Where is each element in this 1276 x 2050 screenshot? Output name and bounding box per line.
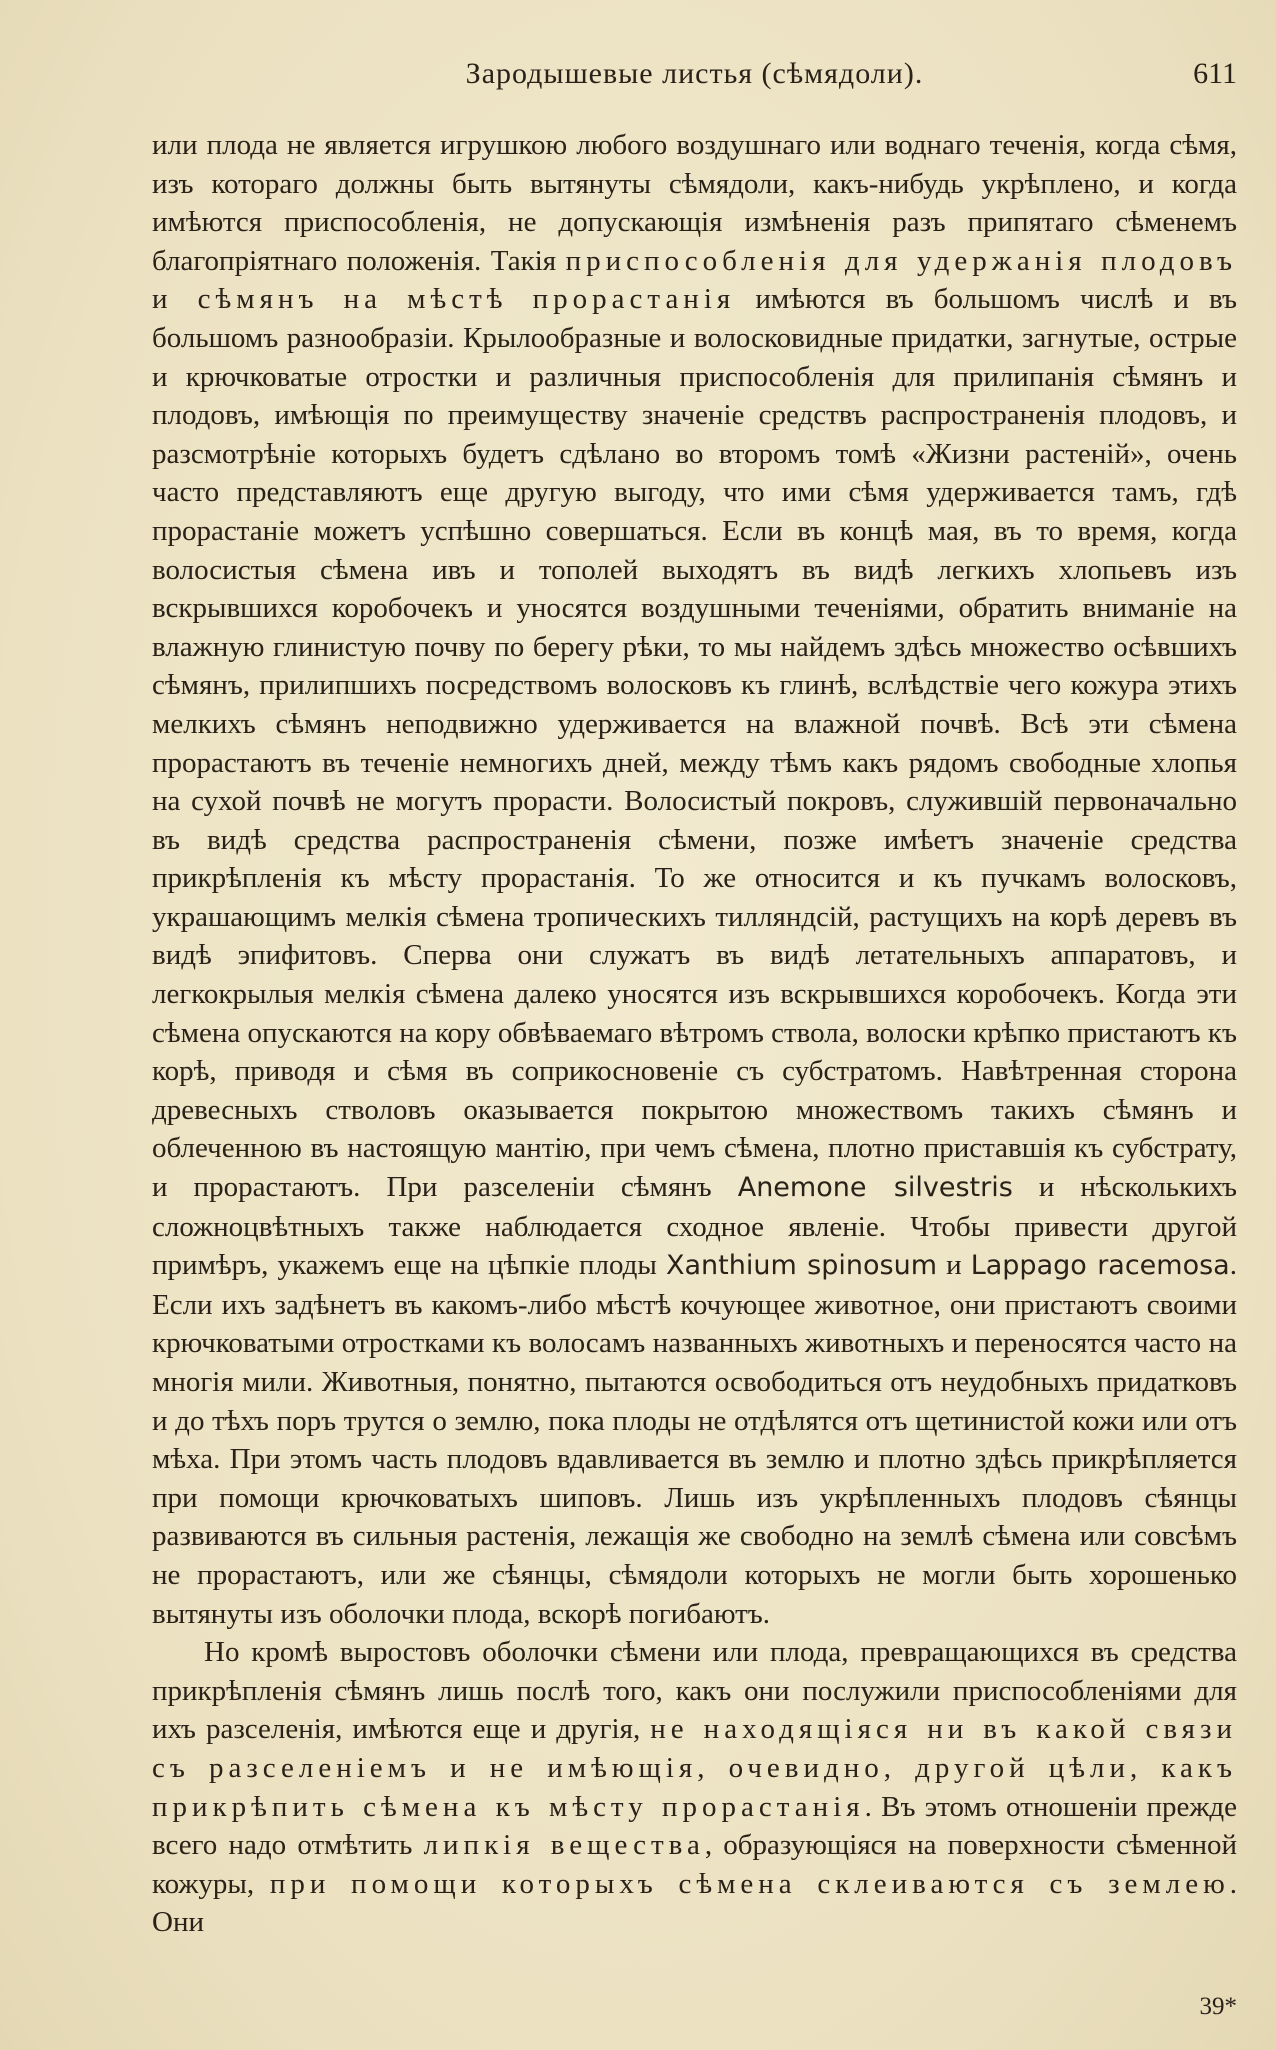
- text-run: Но кромѣ выростовъ оболочки сѣмени или плода, превращающихся въ средства прикрѣпленія сѣмянъ лишь послѣ того, какъ они послужили приспособленіями для ихъ разселенія, имѣются еще и другія,: [152, 1636, 1237, 1746]
- text-run: . Если ихъ задѣнетъ въ какомъ-либо мѣстѣ кочующее животное, они пристаютъ своими крючковатыми отростками къ волосамъ названныхъ животныхъ и переносятся часто на многія мили. Животныя, понятно, пытаются освободиться отъ неудобныхъ придатковъ и до тѣхъ поръ трутся о землю, пока плоды не отдѣлятся отъ щетинистой кожи или отъ мѣха. При этомъ часть плодовъ вдавливается въ землю и плотно здѣсь прикрѣпляется при помощи крючковатыхъ шиповъ. Лишь изъ укрѣпленныхъ плодовъ сѣянцы развиваются въ сильныя растенія, лежащія же свободно на землѣ сѣмена или совсѣмъ не прорастаютъ, или же сѣянцы, сѣмядоли которыхъ не могли быть хорошенько вытянуты изъ оболочки плода, вскорѣ погибаютъ.: [152, 1249, 1237, 1630]
- text-run: , образующіяся на поверхности сѣменной кожуры,: [152, 1829, 1238, 1900]
- page-number: 611: [1193, 57, 1237, 90]
- text-run: или плода не является игрушкою любого воздушнаго или воднаго теченія, когда сѣмя, изъ котораго должны быть вытянуты сѣмядоли, какъ-нибудь укрѣплено, и когда имѣются приспособленія, не допускающія измѣненія разъ припятаго сѣменемъ благопріятнаго положенія. Такія: [152, 129, 1237, 277]
- text-run: и нѣсколькихъ сложноцвѣтныхъ также наблюдается сходное явленіе. Чтобы привести другой примѣръ, укажемъ еще на цѣпкіе плоды: [152, 1171, 1237, 1282]
- paragraph-1: [152, 126, 1237, 1633]
- emphasis-text: липкія вещества: [423, 1829, 705, 1862]
- paragraph-2: [152, 1633, 1237, 1942]
- printer-signature-mark: 39*: [1199, 1993, 1237, 2020]
- page-header: [152, 52, 1237, 96]
- latin-species-name: Lappago racemosa: [970, 1250, 1230, 1282]
- emphasis-text: не находящіяся ни въ какой связи съ разселеніемъ и не имѣющія, очевидно, другой цѣли, какъ прикрѣпить сѣмена къ мѣсту прорастанія: [152, 1713, 1237, 1823]
- emphasis-text: приспособленія для удержанія плодовъ и сѣмянъ на мѣстѣ прорастанія: [152, 244, 1237, 316]
- text-run: и: [937, 1249, 971, 1282]
- text-run: имѣются въ большомъ числѣ и въ большомъ разнообразіи. Крылообразные и волосковидные придатки, загнутые, острые и крючковатые отростки и различныя приспособленія для прилипанія сѣмянъ и плодовъ, имѣющія по преимуществу значеніе средствъ распространенія плодовъ, и разсмотрѣніе которыхъ будетъ сдѣлано во второмъ томѣ «Жизни растеній», очень часто представляютъ еще другую выгоду, что ими сѣмя удерживается тамъ, гдѣ прорастаніе можетъ успѣшно совершаться. Если въ концѣ мая, въ то время, когда волосистыя сѣмена ивъ и тополей выходятъ въ видѣ легкихъ хлопьевъ изъ вскрывшихся коробочекъ и уносятся воздушными теченіями, обратить вниманіе на влажную глинистую почву по берегу рѣки, то мы найдемъ здѣсь множество осѣвшихъ сѣмянъ, прилипшихъ посредствомъ волосковъ къ глинѣ, вслѣдствіе чего кожура этихъ мелкихъ сѣмянъ неподвижно удерживается на влажной почвѣ. Всѣ эти сѣмена прорастаютъ въ теченіе немногихъ дней, между тѣмъ какъ рядомъ свободные хлопья на сухой почвѣ не могутъ прорасти. Волосистый покровъ, служившій первоначально въ видѣ средства распространенія сѣмени, позже имѣетъ значеніе средства прикрѣпленія къ мѣсту прорастанія. То же относится и къ пучкамъ волосковъ, украшающимъ мелкія сѣмена тропическихъ тилляндсій, растущихъ на корѣ деревъ въ видѣ эпифитовъ. Сперва они служатъ въ видѣ летательныхъ аппаратовъ, и легкокрылыя мелкія сѣмена далеко уносятся изъ вскрывшихся коробочекъ. Когда эти сѣмена опускаются на кору обвѣваемаго вѣтромъ ствола, волоски крѣпко пристаютъ къ корѣ, приводя и сѣмя въ соприкосновеніе съ субстратомъ. Навѣтренная сторона древесныхъ стволовъ оказывается покрытою множествомъ такихъ сѣмянъ и облеченною въ настоящую мантію, при чемъ сѣмена, плотно приставшія къ субстрату, и прорастаютъ. При разселеніи сѣмянъ: [152, 283, 1238, 1204]
- text-run: . Въ этомъ отношеніи прежде всего надо отмѣтить: [152, 1790, 1237, 1862]
- text-run: . Они: [152, 1867, 1238, 1939]
- emphasis-text: при помощи которыхъ сѣмена склеиваются съ землею: [269, 1867, 1230, 1900]
- running-title: Зародышевые листья (сѣмядоли).: [465, 57, 924, 90]
- latin-species-name: Xanthium spinosum: [665, 1250, 937, 1282]
- latin-species-name: Anemone silvestris: [737, 1172, 1013, 1204]
- page-body: [152, 126, 1237, 1942]
